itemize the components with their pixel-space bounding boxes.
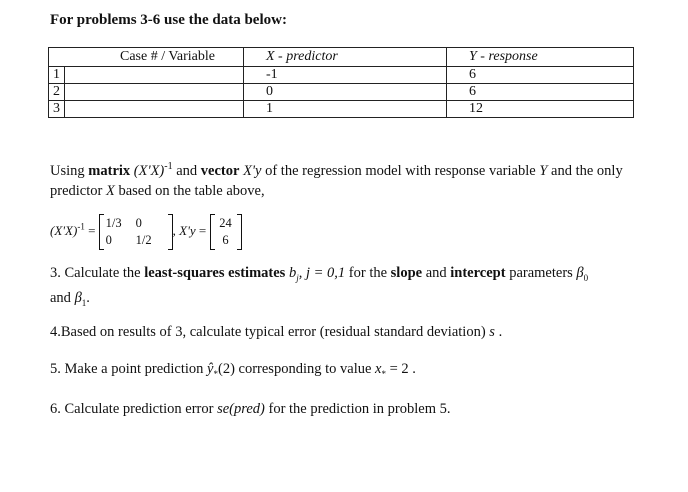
table-header-row — [49, 48, 634, 67]
q5-math-arg: (2) — [217, 361, 235, 377]
intro-math-inverse: -1 — [164, 161, 173, 172]
case-number: 3 — [49, 101, 65, 118]
data-table — [48, 47, 634, 118]
intro-bold-vector: vector — [200, 162, 240, 179]
q3-text: 3. Calculate the — [50, 265, 145, 281]
q5-math-x: x — [375, 361, 382, 377]
q5-text: corresponding to value — [234, 361, 376, 377]
case-blank — [65, 84, 244, 101]
matrix-cell: 1/2 — [135, 233, 152, 247]
table-row — [49, 101, 634, 118]
given-xty-label: X'y — [179, 222, 196, 238]
question-3 — [50, 263, 650, 313]
vector-cell: 24 — [219, 216, 232, 230]
header-x-predictor: X - predictor — [244, 48, 447, 67]
xtx-inverse-matrix — [99, 214, 173, 250]
intro-paragraph — [50, 157, 640, 201]
q5-math-yhat-sub: * — [213, 368, 218, 379]
y-value: 12 — [447, 101, 634, 118]
vector-cell: 6 — [222, 233, 229, 247]
q3-text: and — [422, 265, 451, 281]
intro-text: of the regression model with response variable — [261, 162, 540, 179]
q6-math-sepred: se(pred) — [217, 401, 265, 417]
header-case-variable: Case # / Variable — [49, 48, 244, 67]
q3-bold-slope: slope — [390, 265, 423, 281]
q4-text: . — [494, 324, 503, 340]
q3-math-j: , j = 0,1 — [298, 265, 346, 281]
q3-text: parameters — [505, 265, 577, 281]
q3-bold-lse: least-squares estimates — [144, 265, 286, 281]
given-xtx-inverse-label: (X'X) — [50, 222, 78, 238]
q3-math-beta1-sub: 1 — [81, 297, 87, 308]
matrix-cell: 0 — [135, 216, 142, 230]
intro-math-y: Y — [539, 162, 548, 179]
q5-math-x-sub: * — [381, 368, 386, 379]
given-matrices — [50, 214, 242, 250]
intro-math-x: X — [105, 182, 115, 199]
q3-math-beta1: β — [74, 289, 82, 306]
q5-text: . — [408, 361, 416, 377]
equals-sign: = — [198, 222, 207, 238]
intro-text: Using — [50, 162, 89, 179]
q3-math-beta0-sub: 0 — [583, 272, 589, 283]
q3-text: . — [86, 289, 90, 306]
header-y-response: Y - response — [447, 48, 634, 67]
q6-text: for the prediction in problem 5. — [264, 401, 451, 417]
q3-bold-intercept: intercept — [450, 265, 506, 281]
equals-sign: = — [88, 222, 96, 238]
given-inverse-sup: -1 — [77, 221, 85, 232]
matrix-cell: 0 — [105, 233, 112, 247]
table-row — [49, 84, 634, 101]
y-value: 6 — [447, 67, 634, 84]
q4-text: 4.Based on results of 3, calculate typical error (residual standard deviation) — [50, 324, 490, 340]
question-5 — [50, 359, 650, 384]
q6-text: 6. Calculate prediction error — [50, 401, 218, 417]
y-value: 6 — [447, 84, 634, 101]
comma: , — [172, 222, 176, 238]
q3-math-b-sub: j — [296, 272, 299, 283]
case-number: 1 — [49, 67, 65, 84]
x-value: 1 — [244, 101, 447, 118]
q5-math-yhat: ŷ — [207, 361, 214, 377]
intro-math-xtx: (X'X) — [133, 162, 165, 179]
matrix-cell: 1/3 — [105, 216, 122, 230]
table-row — [49, 67, 634, 84]
intro-text: and — [172, 162, 201, 179]
intro-bold-matrix: matrix — [88, 162, 131, 179]
q3-text: for the — [345, 265, 391, 281]
q5-math-eq: = 2 — [385, 361, 409, 377]
problem-heading: For problems 3-6 use the data below: — [50, 12, 287, 28]
q5-text: 5. Make a point prediction — [50, 361, 208, 377]
case-number: 2 — [49, 84, 65, 101]
q3-math-b: b — [288, 265, 297, 281]
case-blank — [65, 101, 244, 118]
question-6 — [50, 399, 650, 419]
xty-vector — [210, 214, 242, 250]
q3-text: and — [50, 289, 75, 306]
x-value: 0 — [244, 84, 447, 101]
case-blank — [65, 67, 244, 84]
q4-math-s: s — [489, 324, 495, 340]
intro-text: and the only predictor — [50, 162, 623, 199]
x-value: -1 — [244, 67, 447, 84]
intro-math-xty: X'y — [243, 162, 262, 179]
q3-math-beta0: β — [576, 265, 584, 281]
intro-text: based on the table above, — [114, 182, 265, 199]
question-4 — [50, 322, 650, 342]
